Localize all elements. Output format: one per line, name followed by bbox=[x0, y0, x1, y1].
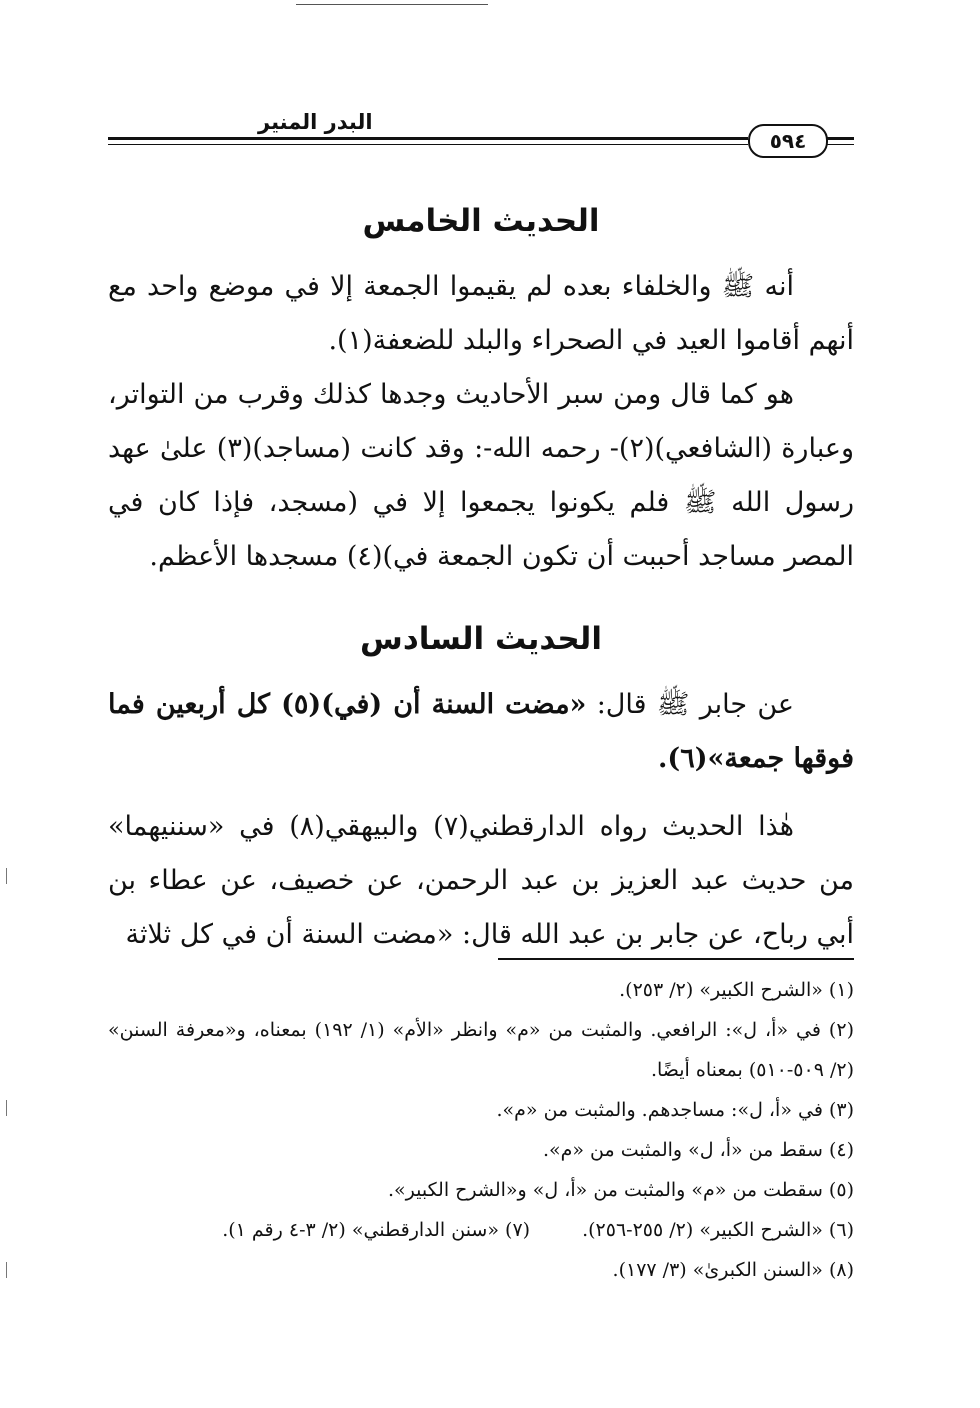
header-rule-thick bbox=[108, 137, 748, 140]
section-5-paragraph-1: أنه ﷺ والخلفاء بعده لم يقيموا الجمعة إلا في موضع واحد مع أنهم أقاموا العيد في الصحراء والبلد للضعفة(١). bbox=[108, 271, 854, 356]
footnote-8: (٨) «السنن الكبرىٰ» (٣/ ١٧٧). bbox=[612, 1259, 854, 1281]
footnote-3: (٣) في «أ، ل»: مساجدهم. والمثبت من «م». bbox=[496, 1099, 854, 1121]
footnotes bbox=[108, 970, 854, 1290]
top-crop-mark bbox=[296, 4, 488, 5]
header-rule-right-thin bbox=[826, 144, 854, 145]
hadith-narrator: عن جابر ﷺ قال: bbox=[586, 689, 794, 720]
footnote-separator bbox=[498, 958, 854, 960]
section-6-paragraph-1 bbox=[108, 678, 854, 786]
footnote-6: (٦) «الشرح الكبير» (٢/ ٢٥٥-٢٥٦). bbox=[582, 1219, 854, 1241]
section-5-paragraph-2: هو كما قال ومن سبر الأحاديث وجدها كذلك وقرب من التواتر، وعبارة (الشافعي)(٢)- رحمه الله-: وقد كانت (مساجد)(٣) علىٰ عهد رسول الله ﷺ فلم يكونوا يجمعوا إلا في (مسجد، فإذا كان في المصر مساجد أحببت أن تكون الجمعة في)(٤) مسجدها الأعظم. bbox=[108, 379, 854, 572]
running-title: البدر المنير bbox=[258, 110, 373, 134]
footnote-5: (٥) سقطت من «م» والمثبت من «أ، ل» و«الشرح الكبير». bbox=[387, 1179, 854, 1201]
margin-speck bbox=[6, 1100, 7, 1116]
footnote-2: (٢) في «أ، ل»: الرافعي. والمثبت من «م» وانظر «الأم» (١/ ١٩٢) بمعناه، و«معرفة السنن» (٢/ ٥٠٩-٥١٠) بمعناه أيضًا. bbox=[108, 1019, 854, 1081]
main-text bbox=[108, 196, 854, 962]
footnote-row-6-7 bbox=[108, 1210, 854, 1250]
margin-speck bbox=[6, 868, 7, 884]
section-6-title: الحديث السادس bbox=[360, 621, 602, 657]
header-rule-right-thick bbox=[826, 137, 854, 140]
footnote-1: (١) «الشرح الكبير» (٢/ ٢٥٣). bbox=[619, 979, 854, 1001]
section-5-title: الحديث الخامس bbox=[362, 203, 600, 239]
page-header bbox=[108, 110, 854, 160]
section-6-paragraph-2: هٰذا الحديث رواه الدارقطني(٧) والبيهقي(٨) في «سننيهما» من حديث عبد العزيز بن عبد الرحمن، عن خصيف، عن عطاء بن أبي رباح، عن جابر بن عبد الله قال: «مضت السنة أن في كل ثلاثة bbox=[108, 811, 854, 950]
margin-speck bbox=[6, 1262, 7, 1278]
footnote-4: (٤) سقط من «أ، ل» والمثبت من «م». bbox=[542, 1139, 854, 1161]
footnote-7: (٧) «سنن الدارقطني» (٢/ ٣-٤ رقم ١). bbox=[222, 1219, 531, 1241]
page-number: ٥٩٤ bbox=[748, 124, 828, 158]
hadith-quote: «مضت السنة أن (في)(٥) كل أربعين فما فوقها جمعة»(٦). bbox=[108, 689, 854, 774]
header-rule-thin bbox=[108, 144, 748, 145]
